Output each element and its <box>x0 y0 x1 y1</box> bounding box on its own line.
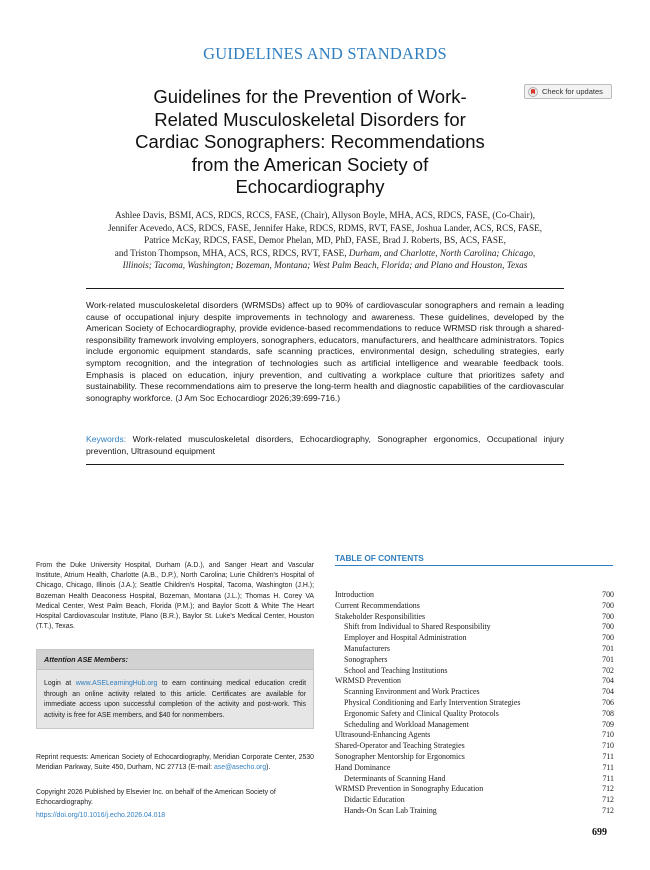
reprint-text: ). <box>266 764 271 772</box>
author-line <box>72 247 578 260</box>
toc-item[interactable] <box>335 709 614 720</box>
author-line: Ashlee Davis, BSMI, ACS, RDCS, RCCS, FASE, (Chair), Allyson Boyle, MHA, ACS, RDCS, FASE, (Co-Chair), <box>114 210 536 220</box>
check-for-updates-label: Check for updates <box>542 87 603 96</box>
toc-item-page: 700 <box>602 611 614 621</box>
toc-item-page: 701 <box>602 654 614 664</box>
toc-item-label: Ergonomic Safety and Clinical Quality Protocols <box>344 708 499 718</box>
toc-item-label: Shared-Operator and Teaching Strategies <box>335 741 465 751</box>
reprint-requests <box>36 753 314 773</box>
ase-notice-body <box>44 679 306 721</box>
toc-item[interactable] <box>335 784 614 795</box>
toc-item-page: 704 <box>602 676 614 686</box>
reprint-text: Reprint requests: American Society of Echocardiography, Meridian Corporate Center, 2530 Meridian Parkway, Suite 450, Durham, NC 27713 (E-mail: <box>36 754 314 772</box>
toc-item-label: Scheduling and Workload Management <box>344 719 469 729</box>
title-line: Cardiac Sonographers: Recommendations <box>135 131 485 152</box>
keywords <box>86 434 564 457</box>
toc-item-page: 700 <box>602 600 614 610</box>
abstract-top-rule <box>86 288 564 289</box>
title-line: Echocardiography <box>235 176 385 197</box>
ase-member-notice <box>36 649 314 729</box>
toc-item-page: 700 <box>602 622 614 632</box>
toc-item-label: WRMSD Prevention in Sonography Education <box>335 784 484 794</box>
toc-item-label: WRMSD Prevention <box>335 676 401 686</box>
toc-item-label: Shift from Individual to Shared Responsibility <box>344 622 491 632</box>
toc-item-page: 706 <box>602 697 614 707</box>
toc-item-page: 711 <box>602 762 614 772</box>
abstract-bottom-rule <box>86 464 564 465</box>
toc-item[interactable] <box>335 741 614 752</box>
toc-item-page: 712 <box>602 795 614 805</box>
toc-item-page: 712 <box>602 805 614 815</box>
toc-item-label: Didactic Education <box>344 795 405 805</box>
toc-item-page: 710 <box>602 730 614 740</box>
title-line: Guidelines for the Prevention of Work- <box>153 86 467 107</box>
toc-item[interactable] <box>335 612 614 623</box>
toc-item-page: 711 <box>602 751 614 761</box>
toc-item-label: Scanning Environment and Work Practices <box>344 687 480 697</box>
toc-item-label: Introduction <box>335 590 375 599</box>
page-number: 699 <box>592 827 607 838</box>
toc-item-label: Current Recommendations <box>335 600 420 610</box>
toc-item-page: 702 <box>602 665 614 675</box>
toc-item[interactable] <box>335 644 614 655</box>
toc-item-page: 712 <box>602 784 614 794</box>
toc-item[interactable] <box>335 601 614 612</box>
toc-item-label: Physical Conditioning and Early Intervention Strategies <box>344 697 521 707</box>
title-line: from the American Society of <box>191 153 429 175</box>
toc-item-label: Sonographers <box>344 654 388 664</box>
toc-item[interactable] <box>335 676 614 687</box>
author-names: and Triston Thompson, MHA, ACS, RCS, RDCS, RVT, FASE, <box>114 247 349 258</box>
keywords-text: Work-related musculoskeletal disorders, Echocardiography, Sonographer ergonomics, Occupational injury prevention, Ultrasound equipment <box>86 434 564 456</box>
toc-item[interactable] <box>335 622 614 633</box>
toc-item[interactable] <box>335 590 614 601</box>
toc-item-label: School and Teaching Institutions <box>344 665 448 675</box>
author-line: Patrice McKay, RDCS, FASE, Demor Phelan, MD, PhD, FASE, Brad J. Roberts, BS, ACS, FASE, <box>144 235 506 246</box>
toc-item-page: 700 <box>602 633 614 643</box>
ase-notice-heading: Attention ASE Members: <box>37 650 313 670</box>
toc-item[interactable] <box>335 720 614 731</box>
toc-item[interactable] <box>335 655 614 666</box>
copyright: Copyright 2026 Published by Elsevier Inc. on behalf of the American Society of Echocardiography. <box>36 789 276 807</box>
toc-rule <box>335 565 613 566</box>
toc-item[interactable] <box>335 666 614 677</box>
toc-item-page: 708 <box>602 708 614 718</box>
toc-item[interactable] <box>335 730 614 741</box>
toc-item-page: 711 <box>602 773 614 783</box>
affiliations: From the Duke University Hospital, Durham (A.D.), and Sanger Heart and Vascular Institute, Atrium Health, Charlotte (A.B., D.P.), North Carolina; Lurie Children's Hospital of Chicago, Chicago, Illinois (J.A.); Seattle Children's Hospital, Tacoma, Washington (J.H.); Bozeman Health Deaconess Hospital, Bozeman, Montana (J.L.); Thomas H. Corey VA Medical Center, West Palm Beach, Florida (P.M.); and Baylor Scott & White The Heart Hospital Cardiovascular Institute, Plano (B.R.), Baylor St. Luke's Medical Center, Houston (T.T.), Texas. <box>36 562 314 631</box>
table-of-contents <box>335 590 614 817</box>
toc-item[interactable] <box>335 795 614 806</box>
ase-learning-hub-link[interactable]: www.ASELearningHub.org <box>75 680 158 687</box>
toc-item-label: Hands-On Scan Lab Training <box>344 805 437 815</box>
title-line: Related Musculoskeletal Disorders for <box>154 108 466 130</box>
author-locations-line: Illinois; Tacoma, Washington; Bozeman, Montana; West Palm Beach, Florida; and Plano and Houston, Texas <box>122 260 528 271</box>
toc-item-page: 700 <box>602 590 614 599</box>
toc-item[interactable] <box>335 806 614 817</box>
toc-item[interactable] <box>335 763 614 774</box>
abstract: Work-related musculoskeletal disorders (WRMSDs) affect up to 90% of cardiovascular sonographers and remain a leading cause of occupational injury despite improvements in technology and awareness. These guidelines, developed by the American Society of Echocardiography, provide evidence-based recommendations to reduce WRMSD risk through a shared-responsibility framework involving employers, sonographers, educators, manufacturers, and healthcare administrators. Topics include ergonomic equipment standards, safe scanning practices, environmental design, scheduling strategies, early symptom recognition, and the integration of technologies such as artificial intelligence and wearable feedback tools. Emphasis is placed on education, injury prevention, and cultivating a workplace culture that prioritizes safety and sustainability. These recommendations aim to preserve the long-term health and diagnostic capabilities of the cardiovascular sonography workforce. (J Am Soc Echocardiogr 2026;39:699-716.) <box>86 300 564 403</box>
toc-item-label: Determinants of Scanning Hand <box>344 773 446 783</box>
keywords-label: Keywords: <box>86 434 127 444</box>
reprint-email-link[interactable]: ase@asecho.org <box>213 764 267 772</box>
article-title <box>100 86 520 199</box>
toc-item[interactable] <box>335 774 614 785</box>
toc-item-label: Sonographer Mentorship for Ergonomics <box>335 751 465 761</box>
toc-item-label: Hand Dominance <box>335 762 391 772</box>
toc-item[interactable] <box>335 633 614 644</box>
toc-item-label: Employer and Hospital Administration <box>344 633 467 643</box>
ase-notice-text: to earn continuing medical education credit through an online activity related to this article. Certificates are available for immediate access upon successful completion of the activity and post-work. This activity is free for ASE members, and $40 for nonmembers. <box>44 680 306 719</box>
section-label: GUIDELINES AND STANDARDS <box>203 44 447 63</box>
toc-item-label: Ultrasound-Enhancing Agents <box>335 730 431 740</box>
doi-link[interactable]: https://doi.org/10.1016/j.echo.2026.04.018 <box>36 812 166 819</box>
toc-item[interactable] <box>335 687 614 698</box>
toc-heading: TABLE OF CONTENTS <box>335 553 424 563</box>
toc-item[interactable] <box>335 698 614 709</box>
ase-notice-text: Login at <box>44 680 76 687</box>
toc-item[interactable] <box>335 752 614 763</box>
toc-item-page: 701 <box>602 643 614 653</box>
check-for-updates-button[interactable] <box>524 84 612 99</box>
toc-item-label: Manufacturers <box>344 643 391 653</box>
toc-item-page: 704 <box>602 687 614 697</box>
author-list <box>72 209 578 272</box>
toc-item-page: 709 <box>602 719 614 729</box>
author-locations: Durham, and Charlotte, North Carolina; Chicago, <box>348 247 536 258</box>
crossmark-icon <box>528 87 538 97</box>
toc-item-label: Stakeholder Responsibilities <box>335 611 426 621</box>
author-line: Jennifer Acevedo, ACS, RDCS, FASE, Jennifer Hake, RDCS, RDMS, RVT, FASE, Joshua Lander, ACS, RCS, FASE, <box>107 222 543 233</box>
toc-item-page: 710 <box>602 741 614 751</box>
